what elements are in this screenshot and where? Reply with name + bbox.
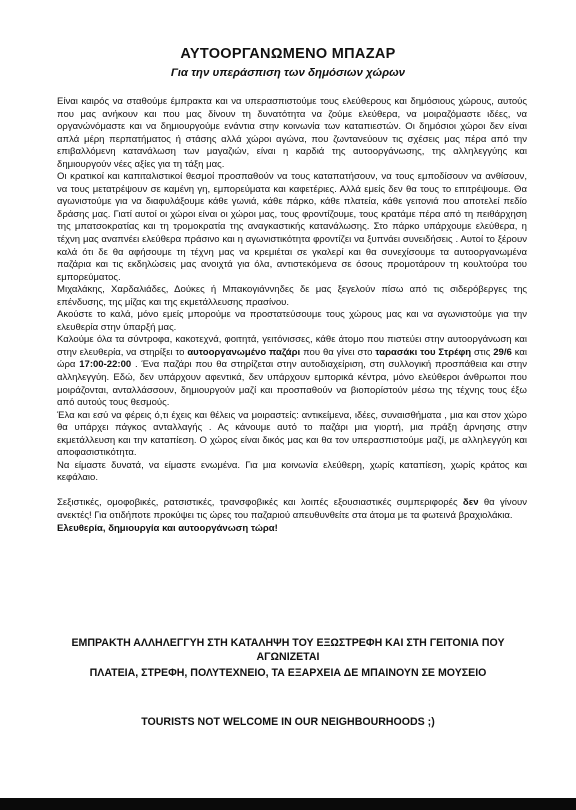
paragraph-names: Μιχαλάκης, Χαρδαλιάδες, Δούκες ή Μπακογιάννηδες δε μας ξεγελούν πίσω από τις σιδερόβεργες της επένδυσης, της μίζας και της εκμετάλλευσης πρασίνου. [57,284,527,308]
footer-solidarity: ΕΜΠΡΑΚΤΗ ΑΛΛΗΛΕΓΓΥΗ ΣΤΗ ΚΑΤΑΛΗΨΗ ΤΟΥ ΕΞΩΣΤΡΕΦΗ ΚΑΙ ΣΤΗ ΓΕΙΤΟΝΙΑ ΠΟΥ ΑΓΩΝΙΖΕΤΑΙ [71,637,505,663]
paragraph-call [57,334,527,409]
call-text: . Ένα παζάρι που θα στηρίζεται στην αυτοδιαχείριση, στη συλλογική προσπάθεια και στην αλληλεγγύη. Εδώ, δεν υπάρχουν αφεντικά, δεν υπάρχουν εμπορικά κέντρα, μόνο ελεύθεροι άνθρωποι που μοιράζονται, ανταλλάσσουν, δημιουργούν μαζί και προσπαθούν να βιοπορίστούν μέσω της τέχνης τους έξω από αυτούς τους θεσμούς. [57,359,528,409]
paragraph-listen: Ακούστε το καλά, μόνο εμείς μπορούμε να προστατεύσουμε τους χώρους μας και να αγωνιστούμε για την ελευθερία στην ύπαρξή μας. [57,309,527,333]
footer-squares: ΠΛΑΤΕΙΑ, ΣΤΡΕΦΗ, ΠΟΛΥΤΕΧΝΕΙΟ, ΤΑ ΕΞΑΡΧΕΙΑ ΔΕ ΜΠΑΙΝΟΥΝ ΣΕ ΜΟΥΣΕΙΟ [89,667,487,679]
call-text: στις [471,346,494,358]
call-text: που θα γίνει στο [300,346,376,358]
flyer-body [57,96,527,535]
bazaar-name: αυτοοργανωμένο παζάρι [187,346,301,358]
paragraph-institutions: Οι κρατικοί και καπιταλιστικοί θεσμοί προσπαθούν να τους καταπατήσουν, να τους εμποδίσουν να ανθίσουν, να τους μετατρέψουν σε καμένη γη, εμπορεύματα και καφετέριες. Αλλά εμείς δεν θα τους το επιτρέψουμε. Θα αγωνιστούμε για να διαφυλάξουμε κάθε γωνιά, κάθε πάρκο, κάθε πλατεία, κάθε γειτονιά που αποτελεί πεδίο δράσης μας. Γιατί αυτοί οι χώροι είναι οι χώροι μας, τους φροντίζουμε, τους κρατάμε πέρα από τη πειθάρχηση της μπατσοκρατίας και τη τρομοκρατία της αναγκαστικής κατανάλωσης. Στο πάρκο υπάρχουμε ελεύθερα, η τέχνη μας αναπνέει ελεύθερα πράσινο και η αγωνιστικότητα φροντίζει να ξυπνάει συνειδήσεις . Αυτοί το ξέρουν καλά ότι δε θα αφήσουμε τη τέχνη μας να κρεμιέται σε γκαλερί και θα συνεχίσουμε τα αυτοοργανωμένα παζάρια και τις εκδηλώσεις μας ανοιχτά για όλα, αντιστεκόμενα σε όσους προμοτάρουν τη κουλτούρα του εμπορεύματος. [57,171,527,283]
event-time: 17:00-22:00 [79,359,132,371]
conduct-text: θα γίνουν ανεκτές! Για οτιδήποτε προκύψει τις ώρες του παζαριού απευθυνθείτε στα άτομα με τα φωτεινά βραχιολάκια. [57,497,528,521]
flyer-title: ΑΥΤΟΟΡΓΑΝΩΜΕΝΟ ΜΠΑΖΑΡ [180,46,396,62]
closing-slogan: Ελευθερία, δημιουργία και αυτοοργάνωση τώρα! [57,522,278,534]
conduct-emphasis: δεν [462,497,479,509]
call-text: Καλούμε όλα τα σύντροφα, κακοτεχνά, φοιτητά, γειτόνισσες, κάθε άτομο που πιστεύει στην αυτοοργάνωση και στην ελευθερία, να στηρίξει το [57,334,527,358]
paragraph-intro: Είναι καιρός να σταθούμε έμπρακτα και να υπερασπιστούμε τους ελεύθερους και δημόσιους χώρους, αυτούς που μας ανήκουν και που μας δίνουν τη δυνατότητα να ζούμε ελεύθερα, να μοιραζόμαστε ιδέες, να οργανώνόμαστε και να δημιουργούμε ενάντια στην κοινωνία των καταπιεστών. Οι δημόσιοι χώροι δεν είναι απλά μέρη περπατήματος ή στάσης αλλά χώροι αγώνα, που ζωντανεύουν τις σχέσεις μας πέρα από την επιβαλλόμενη κατανάλωση των μαγαζιών, είναι η καρδιά της αυτοοργάνωσης, της αλληλεγγύης και δημιουργούν νέες αξίες για τη τάξη μας. [57,96,527,170]
event-location: ταρασάκι του Στρέφη [375,346,472,358]
bottom-edge [0,798,576,810]
spacer [57,485,527,498]
event-date: 29/6 [493,346,512,358]
conduct-text: Σεξιστικές, ομοφοβικές, ρατσιστικές, τρανσφοβικές και λοιπές εξουσιαστικές συμπεριφορές [57,497,463,509]
paragraph-conduct [57,497,527,522]
paragraph-strong: Να είμαστε δυνατά, να είμαστε ενωμένα. Για μια κοινωνία ελεύθερη, χωρίς καταπίεση, χωρίς κράτος και κεφάλαιο. [57,459,527,484]
footer-tourists: TOURISTS NOT WELCOME IN OUR NEIGHBOURHOODS ;) [141,716,435,728]
paragraph-bring: Έλα και εσύ να φέρεις ό,τι έχεις και θέλεις να μοιραστείς: αντικείμενα, ιδέες, συναισθήματα , μια και στον χώρο θα υπάρχει πάγκος ανταλλαγής . Ας κάνουμε αυτό το παζάρι μια γιορτή, μια πράξη άρνησης στην εκμετάλλευση και την καταπίεση. Ο χώρος είναι δικός μας και θα τον υπερασπιστούμε μαζί, με αλληλεγγύη και αποφασιστικότητα. [57,409,527,459]
flyer-subtitle: Για την υπεράσπιση των δημόσιων χώρων [170,67,406,79]
call-text: και ώρα [57,346,527,371]
